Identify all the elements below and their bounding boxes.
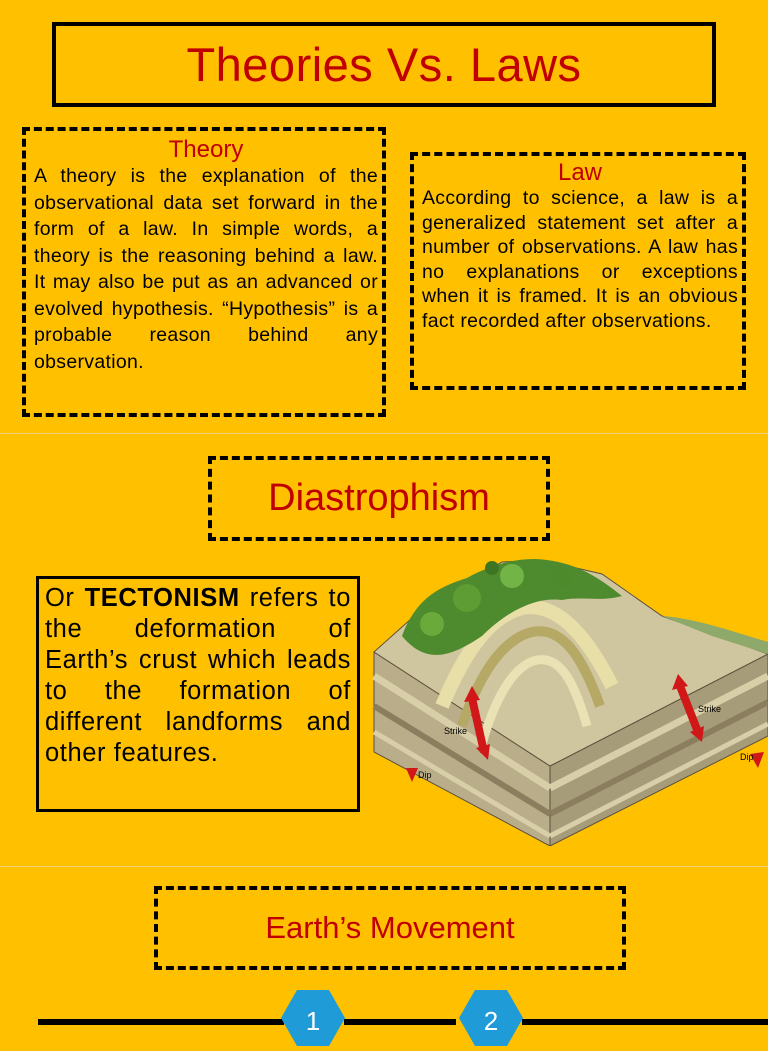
earths-movement-heading-box (154, 886, 626, 970)
theory-box (22, 127, 386, 417)
bottom-bar-middle (344, 1019, 456, 1025)
bottom-bar-right (522, 1019, 768, 1025)
badge-1-number: 1 (305, 1006, 321, 1036)
folded-strata-block-illustration (372, 556, 768, 846)
theory-body: A theory is the explanation of the observational data set forward in the form of a law. In simple words, a theory is the reasoning behind a law. It may also be put as an advanced or evolved hypothesis. “Hypothesis” is a probable reason behind any observation. (34, 165, 378, 373)
tectonism-body: refers to the deformation of Earth’s crust which leads to the formation of different landforms and other features. (45, 584, 351, 767)
law-heading: Law (557, 159, 603, 186)
title-box (52, 22, 716, 107)
diastrophism-heading-box (208, 456, 550, 541)
bottom-bar-left (38, 1019, 284, 1025)
section-divider (0, 433, 768, 434)
strike-label-left: Strike (444, 726, 468, 736)
theory-heading: Theory (168, 136, 244, 163)
section-divider-2 (0, 866, 768, 867)
law-body: According to science, a law is a generalized statement set after a number of observations. A law has no explanations or exceptions when it is framed. It is an obvious fact recorded after observations. (422, 187, 738, 332)
badge-2-number: 2 (483, 1006, 499, 1036)
tectonism-lead: Or (45, 584, 85, 612)
tectonism-keyword: TECTONISM (84, 584, 240, 612)
law-box (410, 152, 746, 390)
diastrophism-heading: Diastrophism (268, 477, 490, 519)
dip-label-left: Dip (418, 770, 432, 780)
hexagon-badge-1 (281, 990, 345, 1046)
hexagon-badge-2 (459, 990, 523, 1046)
dip-label-right: Dip (740, 752, 754, 762)
tectonism-text (45, 583, 351, 769)
page-title: Theories Vs. Laws (186, 38, 582, 91)
tectonism-box (36, 576, 360, 812)
earths-movement-heading: Earth’s Movement (265, 910, 515, 945)
strike-label-right: Strike (698, 704, 722, 714)
